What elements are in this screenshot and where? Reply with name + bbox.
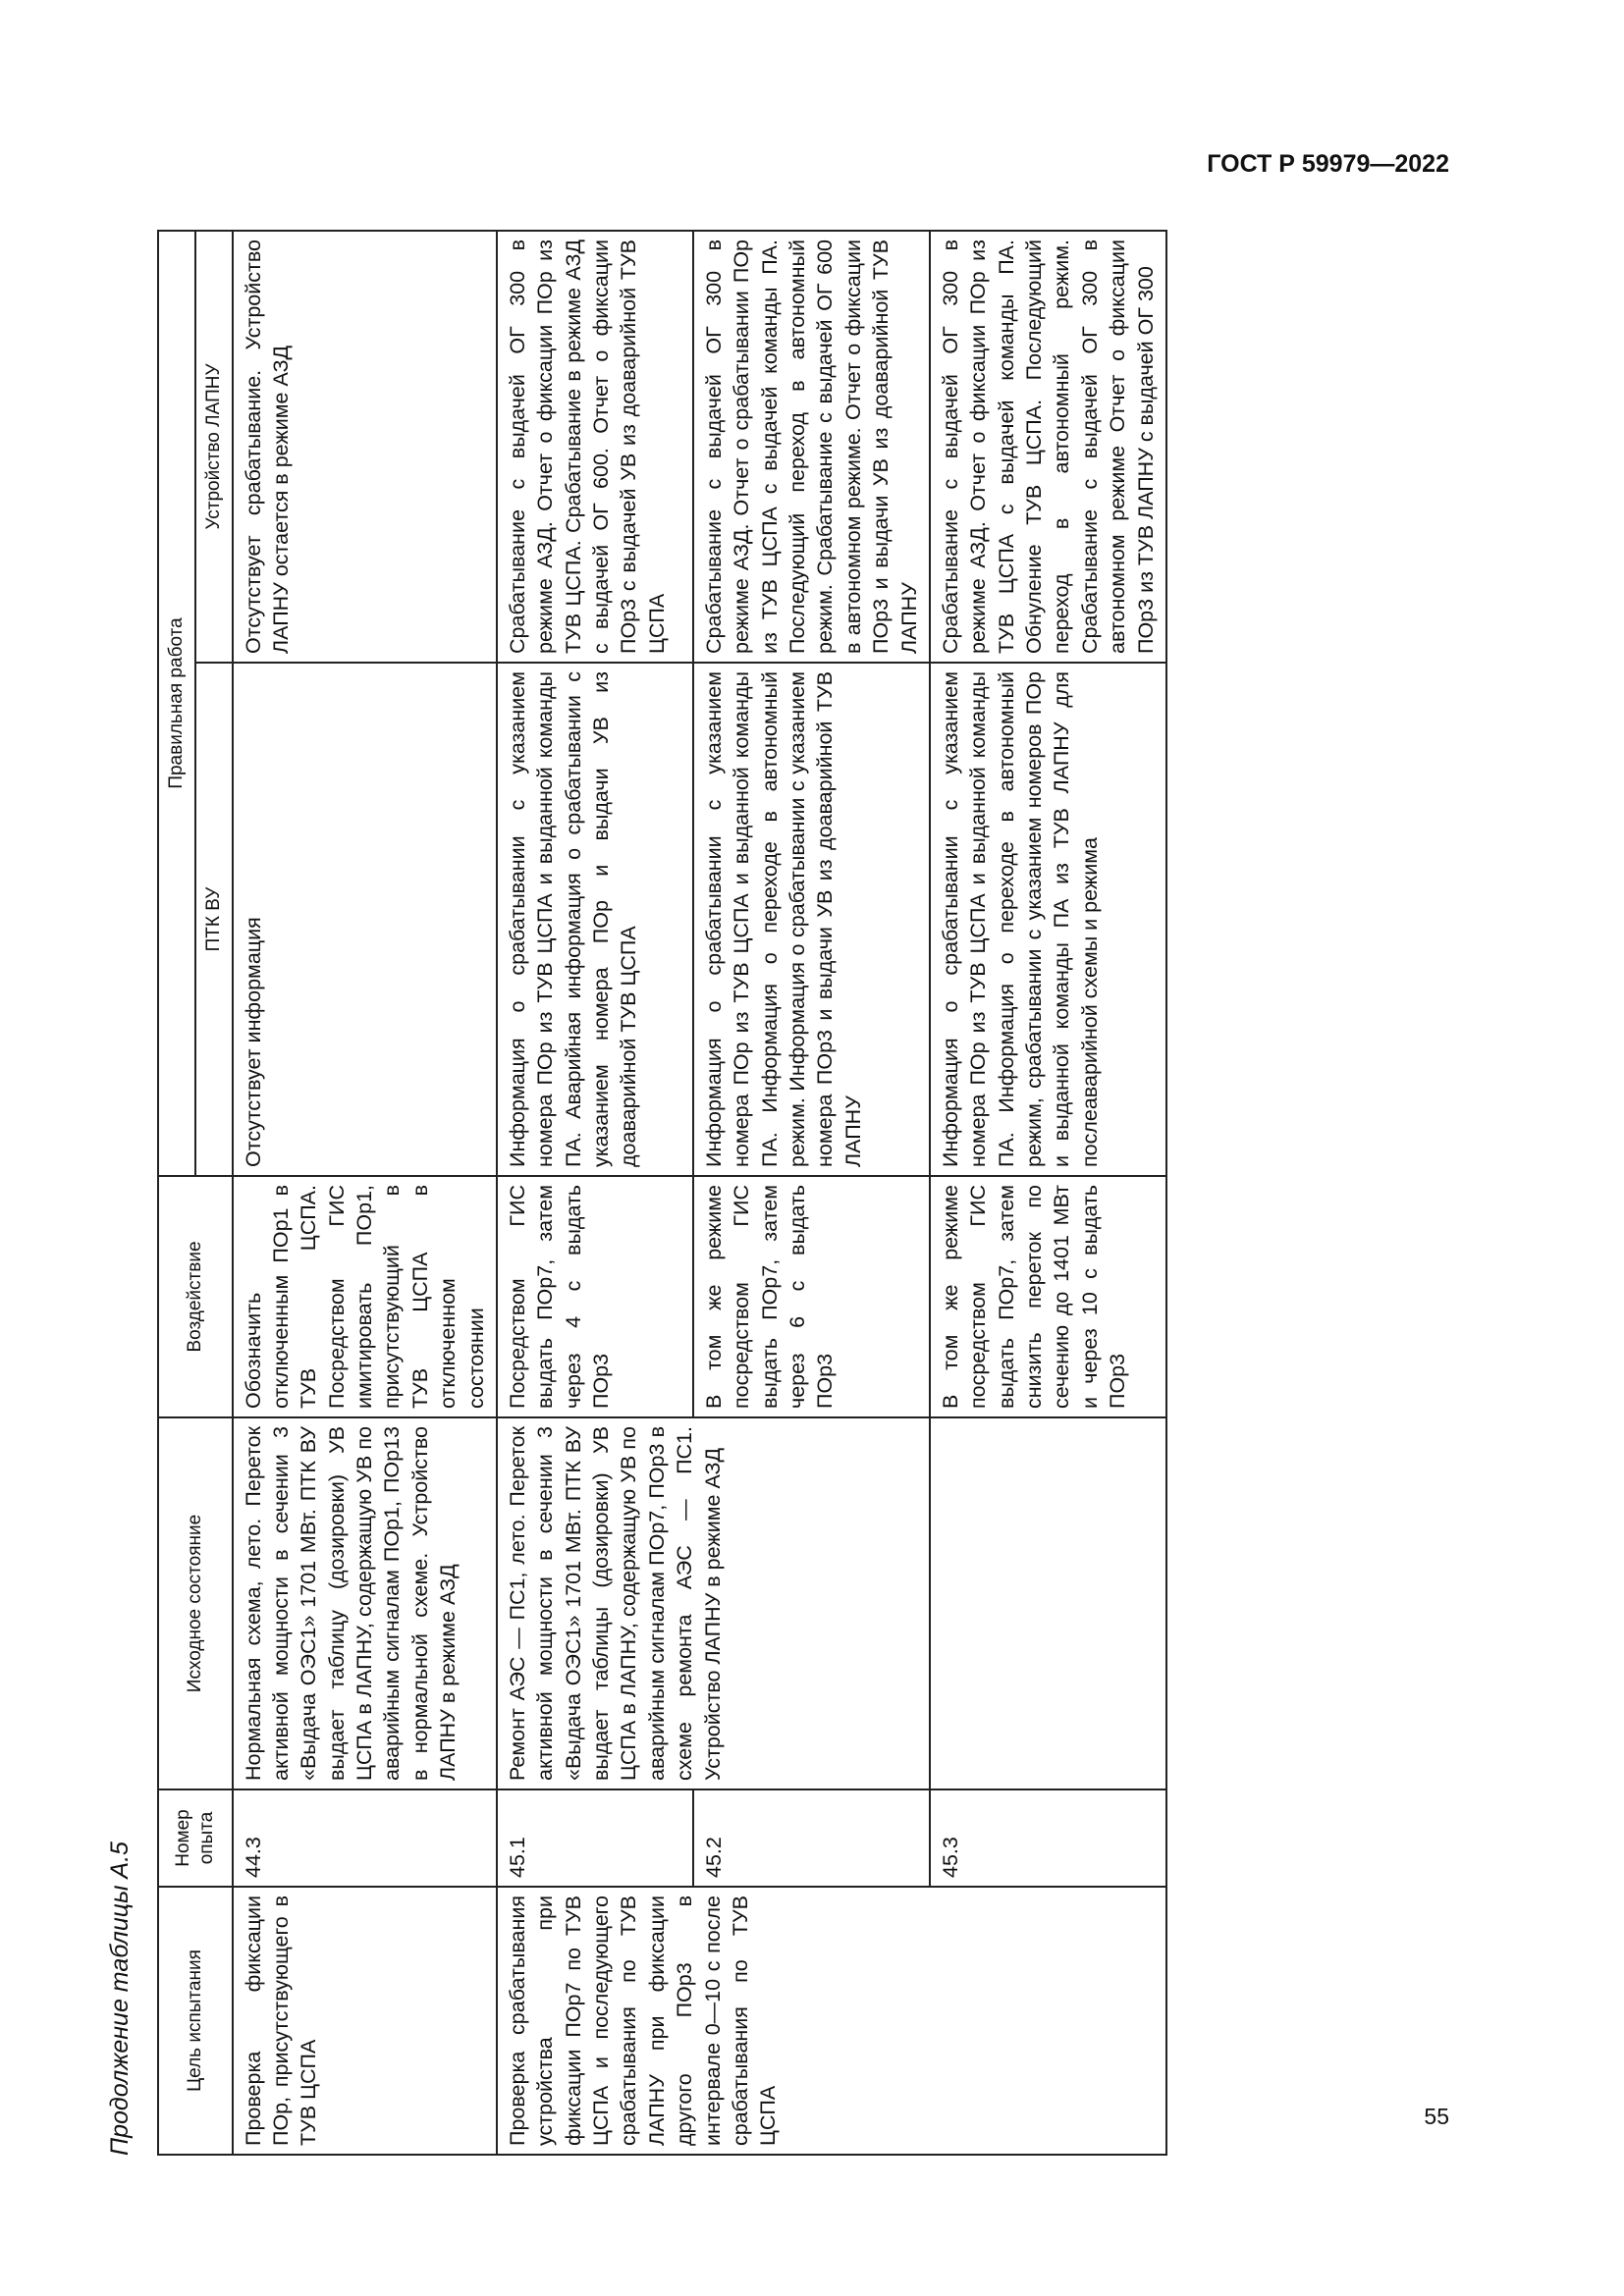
standard-header: ГОСТ Р 59979—2022	[1207, 150, 1449, 178]
cell-action: Посредством ГИС выдать ПОр7, затем через 4 с выдать ПОр3	[497, 1176, 693, 1417]
cell-action: Обозначить отключенным ПОр1 в ТУВ ЦСПА. Посредством ГИС имитировать ПОр1, присутствующий в ТУВ ЦСПА в отключенном состоянии	[233, 1176, 497, 1417]
cell-initial: Ремонт АЭС — ПС1, лето. Переток активной мощности в сечении 3 «Выдача ОЭС1» 1701 МВт. ПТК ВУ выдает таблицы (дозировки) УВ ЦСПА в ЛАПНУ, содержащую УВ по аварийным сигналам ПОр7, ПОр3 в схеме ремонта АЭС — ПС1. Устройство ЛАПНУ в режиме АЗД	[497, 1417, 930, 1789]
table-row	[233, 231, 497, 2155]
cell-lapnu: Отсутствует срабатывание. Устройство ЛАПНУ остается в режиме АЗД	[233, 231, 497, 663]
cell-action: В том же режиме посредством ГИС выдать ПОр7, затем снизить переток по сечению до 1401 МВт и через 10 с выдать ПОр3	[930, 1176, 1166, 1417]
header-ptk: ПТК ВУ	[195, 663, 233, 1176]
header-number: Номер опыта	[158, 1789, 233, 1887]
cell-ptk: Отсутствует информация	[233, 663, 497, 1176]
cell-goal: Проверка фиксации ПОр, присутствующего в ТУВ ЦСПА	[233, 1887, 497, 2155]
header-action: Воздействие	[158, 1176, 233, 1417]
header-lapnu: Устройство ЛАПНУ	[195, 231, 233, 663]
cell-initial: Нормальная схема, лето. Переток активной мощности в сечении 3 «Выдача ОЭС1» 1701 МВт. ПТК ВУ выдает таблицу (дозировки) УВ ЦСПА в ЛАПНУ, содержащую УВ по аварийным сигналам ПОр1, ПОр13 в нормальной схеме. Устройство ЛАПНУ в режиме АЗД	[233, 1417, 497, 1789]
cell-lapnu: Срабатывание с выдачей ОГ 300 в режиме АЗД. Отчет о фиксации ПОр из ТУВ ЦСПА. Срабатывание в режиме АЗД с выдачей ОГ 600. Отчет о фиксации ПОр3 с выдачей УВ из доаварийной ТУВ ЦСПА	[497, 231, 693, 663]
table-row	[693, 231, 930, 2155]
table-row	[930, 231, 1166, 2155]
cell-number: 45.3	[930, 1789, 1166, 1887]
cell-initial-empty	[930, 1417, 1166, 1789]
cell-goal: Проверка срабатывания устройства при фиксации ПОр7 по ТУВ ЦСПА и последующего срабатывания по ТУВ ЛАПНУ при фиксации другого ПОр3 в интервале 0—10 с после срабатывания по ТУВ ЦСПА	[497, 1887, 1166, 2155]
cell-ptk: Информация о срабатывании с указанием номера ПОр из ТУВ ЦСПА и выданной команды ПА. Аварийная информация о срабатывании с указанием номера ПОр и выдачи УВ из доаварийной ТУВ ЦСПА	[497, 663, 693, 1176]
cell-number: 44.3	[233, 1789, 497, 1887]
header-correct: Правильная работа	[158, 231, 195, 1176]
header-goal: Цель испытания	[158, 1887, 233, 2155]
rotated-table-sheet	[106, 232, 1422, 2156]
cell-ptk: Информация о срабатывании с указанием номера ПОр из ТУВ ЦСПА и выданной команды ПА. Информация о переходе в автономный режим. Информация о срабатывании с указанием номера ПОр3 и выдачи УВ из доаварийной ТУВ ЛАПНУ	[693, 663, 930, 1176]
cell-ptk: Информация о срабатывании с указанием номера ПОр из ТУВ ЦСПА и выданной команды ПА. Информация о переходе в автономный режим, срабатывании с указанием номеров ПОр и выданной команды ПА из ТУВ ЛАПНУ для послеаварийной схемы и режима	[930, 663, 1166, 1176]
cell-action: В том же режиме посредством ГИС выдать ПОр7, затем через 6 с выдать ПОр3	[693, 1176, 930, 1417]
page-number: 55	[1424, 2104, 1449, 2129]
header-initial: Исходное состояние	[158, 1417, 233, 1789]
table-caption: Продолжение таблицы А.5	[106, 1842, 134, 2156]
cell-number: 45.2	[693, 1789, 930, 1887]
test-table	[157, 230, 1167, 2156]
cell-number: 45.1	[497, 1789, 693, 1887]
table-row	[497, 231, 693, 2155]
cell-lapnu: Срабатывание с выдачей ОГ 300 в режиме АЗД. Отчет о фиксации ПОр из ТУВ ЦСПА с выдачей команды ПА. Обнуление ТУВ ЦСПА. Последующий переход в автономный режим. Срабатывание с выдачей ОГ 300 в автономном режиме Отчет о фиксации ПОр3 из ТУВ ЛАПНУ с выдачей ОГ 300	[930, 231, 1166, 663]
cell-lapnu: Срабатывание с выдачей ОГ 300 в режиме АЗД. Отчет о срабатывании ПОр из ТУВ ЦСПА с выдачей команды ПА. Последующий переход в автономный режим. Срабатывание с выдачей ОГ 600 в автономном режиме. Отчет о фиксации ПОр3 и выдачи УВ из доаварийной ТУВ ЛАПНУ	[693, 231, 930, 663]
